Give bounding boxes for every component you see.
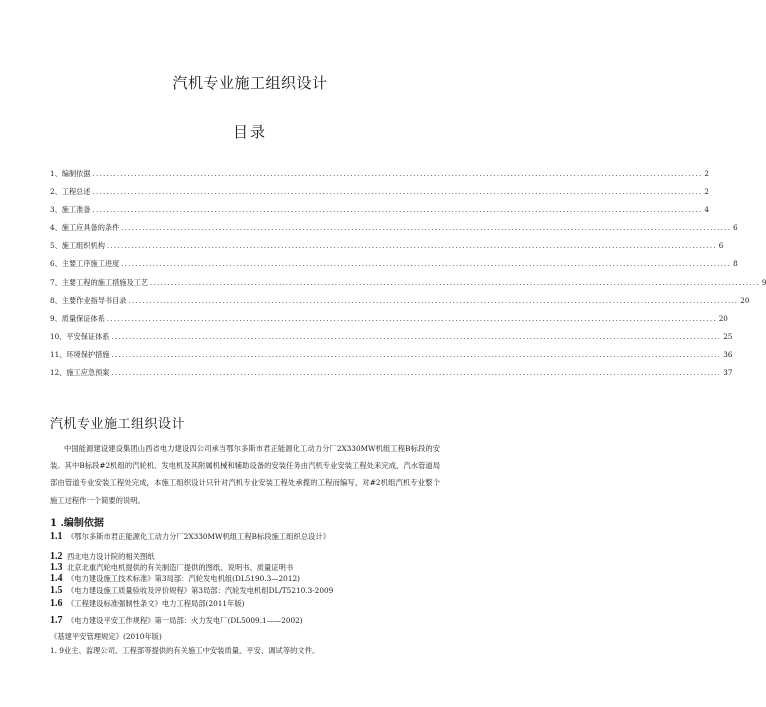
toc-entry-page: 9 (761, 277, 766, 287)
toc-entry-label: 6、主要工序施工进度 (50, 259, 120, 269)
toc-entry-label: 1、编制依据 (50, 169, 91, 178)
reference-item (50, 598, 450, 615)
section-title: 汽机专业施工组织设计 (50, 417, 186, 432)
reference-number: 1.5 (50, 585, 63, 596)
toc-leader: ............................................................................................................................................................................... (111, 331, 722, 341)
document-title: 汽机专业施工组织设计 (172, 74, 328, 92)
toc-entry-label: 7、主要工程的施工措施及工艺 (50, 277, 149, 287)
toc-entry-label: 11、环境保护措施 (50, 349, 110, 359)
reference-number: 1.4 (50, 573, 63, 584)
toc-entry[interactable] (50, 187, 709, 205)
reference-number: 1.7 (50, 615, 63, 626)
toc-entry-page: 2 (704, 169, 709, 178)
reference-number: 1.2 (50, 551, 63, 562)
toc-leader: ............................................................................................................................................................................... (111, 368, 722, 378)
toc-entry[interactable] (50, 223, 738, 241)
toc-entry-label: 4、施工应具备的条件 (50, 223, 120, 233)
reference-text: 《电力建设平安工作规程》第一局部：火力发电厂(DL5009.1——2002) (67, 616, 303, 625)
toc-entry-label: 10、平安保证体系 (50, 331, 110, 341)
toc-entry-page: 37 (723, 368, 733, 378)
toc-leader: ............................................................................................................................................................................... (106, 313, 717, 323)
reference-text: 北京北重汽轮电机提供的有关制造厂提供的图纸、说明书、质量证明书 (67, 563, 294, 572)
toc-entry-page: 36 (723, 349, 733, 359)
reference-item (50, 573, 450, 585)
toc-leader: ............................................................................................................................................................................... (111, 349, 722, 359)
toc-entry-label: 3、施工准备 (50, 205, 91, 215)
toc-entry-page: 25 (723, 331, 733, 341)
reference-plain-line: 1. 9业主、监理公司、工程部等提供的有关施工中安装质量、平安、调试等的文件。 (50, 646, 320, 655)
toc-entry-page: 6 (718, 241, 724, 251)
toc-entry[interactable] (50, 349, 733, 368)
reference-item (50, 585, 450, 598)
toc-leader: ............................................................................................................................................................................... (92, 169, 703, 178)
toc-leader: ............................................................................................................................................................................... (150, 277, 760, 287)
toc-entry[interactable] (50, 241, 724, 259)
reference-item (50, 551, 450, 562)
toc-entry[interactable] (50, 295, 750, 314)
reference-plain-line: 《基建平安管理规定》(2010年版) (50, 632, 162, 641)
toc-entry-page: 2 (704, 187, 709, 197)
toc-entry-label: 8、主要作业指导书目录 (50, 295, 127, 305)
toc-entry-page: 4 (704, 205, 709, 215)
toc-leader: ............................................................................................................................................................................... (121, 223, 732, 233)
reference-number: 1.1 (50, 531, 63, 542)
toc-entry-label: 12、施工应急预案 (50, 368, 110, 378)
toc-entry[interactable] (50, 277, 766, 296)
intro-paragraph: 中国能源建设建设集团山西省电力建设四公司承当鄂尔多斯市君正能源化工动力分厂2X330MW机组工程B标段的安装。其中B标段#2机组的汽轮机、发电机及其附属机械和辅助设备的安装任务由汽机专业安装工程处来完成，汽水管道局部由管道专业安装工程处完成，本施工组织设计只针对汽机专业安装工程处承揽的工程而编写，对#2机组汽机专业整个施工过程作一个简要的说明。 (50, 444, 440, 505)
toc-title: 目录 (232, 123, 267, 141)
reference-item (50, 562, 450, 573)
reference-number: 1.3 (50, 562, 63, 573)
toc-entry-page: 20 (718, 313, 728, 323)
table-of-contents (50, 169, 766, 386)
toc-entry[interactable] (50, 368, 733, 386)
toc-entry[interactable] (50, 205, 709, 223)
toc-entry[interactable] (50, 169, 709, 187)
toc-entry-page: 6 (733, 223, 738, 233)
toc-entry-label: 2、工程总述 (50, 187, 91, 197)
toc-leader: ............................................................................................................................................................................... (92, 187, 703, 197)
reference-number: 1.6 (50, 598, 63, 609)
toc-entry-page: 20 (740, 295, 750, 305)
toc-entry-page: 8 (733, 259, 738, 269)
toc-leader: ............................................................................................................................................................................... (106, 241, 717, 251)
reference-text: 《鄂尔多斯市君正能源化工动力分厂2X330MW机组工程B标段施工组织总设计》 (67, 532, 331, 541)
toc-leader: ............................................................................................................................................................................... (128, 295, 739, 305)
reference-list (50, 531, 450, 627)
reference-item (50, 615, 450, 627)
reference-item (50, 531, 450, 551)
toc-entry[interactable] (50, 313, 728, 332)
reference-text: 《电力建设施工技术标准》第3局部：汽轮发电机组(DL5190.3—2012) (67, 574, 300, 583)
toc-entry-label: 5、施工组织机构 (50, 241, 105, 251)
toc-entry[interactable] (50, 331, 733, 350)
reference-text: 西北电力设计院的相关图纸 (67, 552, 155, 561)
heading-basis: 1 .编制依据 (50, 518, 104, 529)
toc-leader: ............................................................................................................................................................................... (121, 259, 732, 269)
toc-entry[interactable] (50, 259, 738, 277)
reference-text: 《电力建设施工质量验收及评价规程》第3局部：汽轮发电机组DL/T5210.3-2009 (67, 586, 334, 595)
toc-entry-label: 9、质量保证体系 (50, 313, 105, 323)
reference-text: 《工程建设标准强制性条文》电力工程局部(2011年版) (67, 599, 245, 608)
toc-leader: ............................................................................................................................................................................... (92, 205, 703, 215)
